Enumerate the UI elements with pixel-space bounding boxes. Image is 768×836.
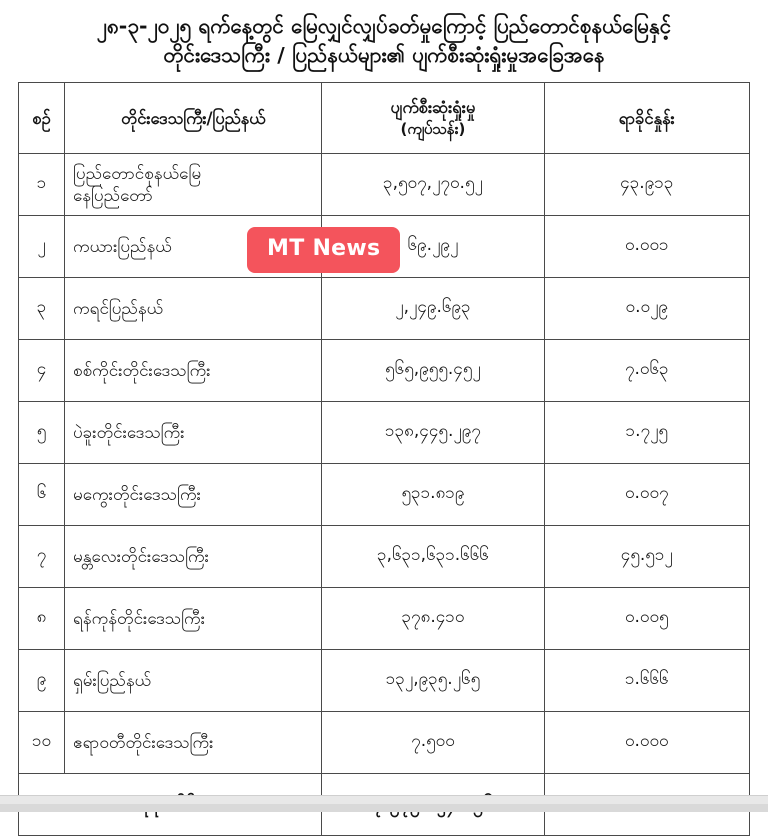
column-header-damage-unit: (ကျပ်သန်း)	[400, 120, 466, 139]
row-percent: ၄၅.၅၁၂	[544, 526, 749, 588]
row-region: စစ်ကိုင်းတိုင်းဒေသကြီး	[65, 340, 322, 402]
table-row	[19, 526, 750, 588]
table-row	[19, 402, 750, 464]
row-index: ၇	[19, 526, 65, 588]
watermark-badge: MT News	[247, 227, 400, 273]
row-region: ကယားပြည်နယ်	[65, 216, 322, 278]
row-damage-value: ၆၉.၂၉၂	[322, 216, 544, 278]
row-percent: ၀.၀၀၇	[544, 464, 749, 526]
row-region: ပဲခူးတိုင်းဒေသကြီး	[65, 402, 322, 464]
row-damage-value: ၃,၅၀၇,၂၇၀.၅၂	[322, 154, 544, 216]
row-region: မကွေးတိုင်းဒေသကြီး	[65, 464, 322, 526]
row-index: ၁၀	[19, 712, 65, 774]
row-index: ၉	[19, 650, 65, 712]
bottom-bar-inner	[0, 796, 768, 804]
row-percent: ၄၃.၉၁၃	[544, 154, 749, 216]
row-region: ရှမ်းပြည်နယ်	[65, 650, 322, 712]
row-region: ကရင်ပြည်နယ်	[65, 278, 322, 340]
row-region: မန္တလေးတိုင်းဒေသကြီး	[65, 526, 322, 588]
column-header-damage: ပျက်စီးဆုံးရှုံးမှု (ကျပ်သန်း)	[322, 83, 544, 154]
row-index: ၃	[19, 278, 65, 340]
damage-table	[18, 82, 750, 836]
row-percent: ၀.၀၀၁	[544, 216, 749, 278]
row-region: ဧရာဝတီတိုင်းဒေသကြီး	[65, 712, 322, 774]
row-index: ၅	[19, 402, 65, 464]
row-percent: ၁.၆၆၆	[544, 650, 749, 712]
table-row	[19, 154, 750, 216]
row-damage-value: ၅၃၁.၈၁၉	[322, 464, 544, 526]
table-header-row	[19, 83, 750, 154]
row-percent: ၀.၀၀၀	[544, 712, 749, 774]
column-header-percent: ရာခိုင်နှုန်း	[544, 83, 749, 154]
row-percent: ၀.၀၀၅	[544, 588, 749, 650]
page-title-line-2: တိုင်းဒေသကြီး / ပြည်နယ်များ၏ ပျက်စီးဆုံးရှုံးမှုအခြေအနေ	[163, 43, 605, 68]
page-title-line-1: ၂၈-၃-၂၀၂၅ ရက်နေ့တွင် မြေလျှင်လျှပ်ခတ်မှုကြောင့် ပြည်တောင်စုနယ်မြေနှင့်	[96, 14, 672, 38]
bottom-bar	[0, 795, 768, 812]
row-damage-value: ၃,၆၃၁,၆၃၁.၆၆၆	[322, 526, 544, 588]
table-header	[19, 83, 750, 154]
row-damage-value: ၅၆၅,၉၅၅.၄၅၂	[322, 340, 544, 402]
row-index: ၁	[19, 154, 65, 216]
table-row	[19, 588, 750, 650]
damage-table-container	[14, 82, 754, 836]
table-row	[19, 650, 750, 712]
row-percent: ၁.၇၂၅	[544, 402, 749, 464]
column-header-index: စဉ်	[19, 83, 65, 154]
row-damage-value: ၁၃၂,၉၃၅.၂၆၅	[322, 650, 544, 712]
table-row	[19, 712, 750, 774]
row-region: ရန်ကုန်တိုင်းဒေသကြီး	[65, 588, 322, 650]
row-region: ပြည်တောင်စုနယ်မြေ နေပြည်တော်	[65, 154, 322, 216]
row-index: ၈	[19, 588, 65, 650]
row-damage-value: ၃၇၈.၄၁၀	[322, 588, 544, 650]
row-damage-value: ၂,၂၄၉.၆၉၃	[322, 278, 544, 340]
row-percent: ၀.၀၂၉	[544, 278, 749, 340]
row-index: ၄	[19, 340, 65, 402]
row-index: ၂	[19, 216, 65, 278]
table-row	[19, 464, 750, 526]
column-header-region: တိုင်းဒေသကြီး/ပြည်နယ်	[65, 83, 322, 154]
row-damage-value: ၇.၅၀၀	[322, 712, 544, 774]
row-damage-value: ၁၃၈,၄၄၅.၂၉၇	[322, 402, 544, 464]
page-title	[14, 10, 754, 70]
table-row	[19, 278, 750, 340]
row-index: ၆	[19, 464, 65, 526]
row-percent: ၇.၀၆၃	[544, 340, 749, 402]
table-row	[19, 340, 750, 402]
